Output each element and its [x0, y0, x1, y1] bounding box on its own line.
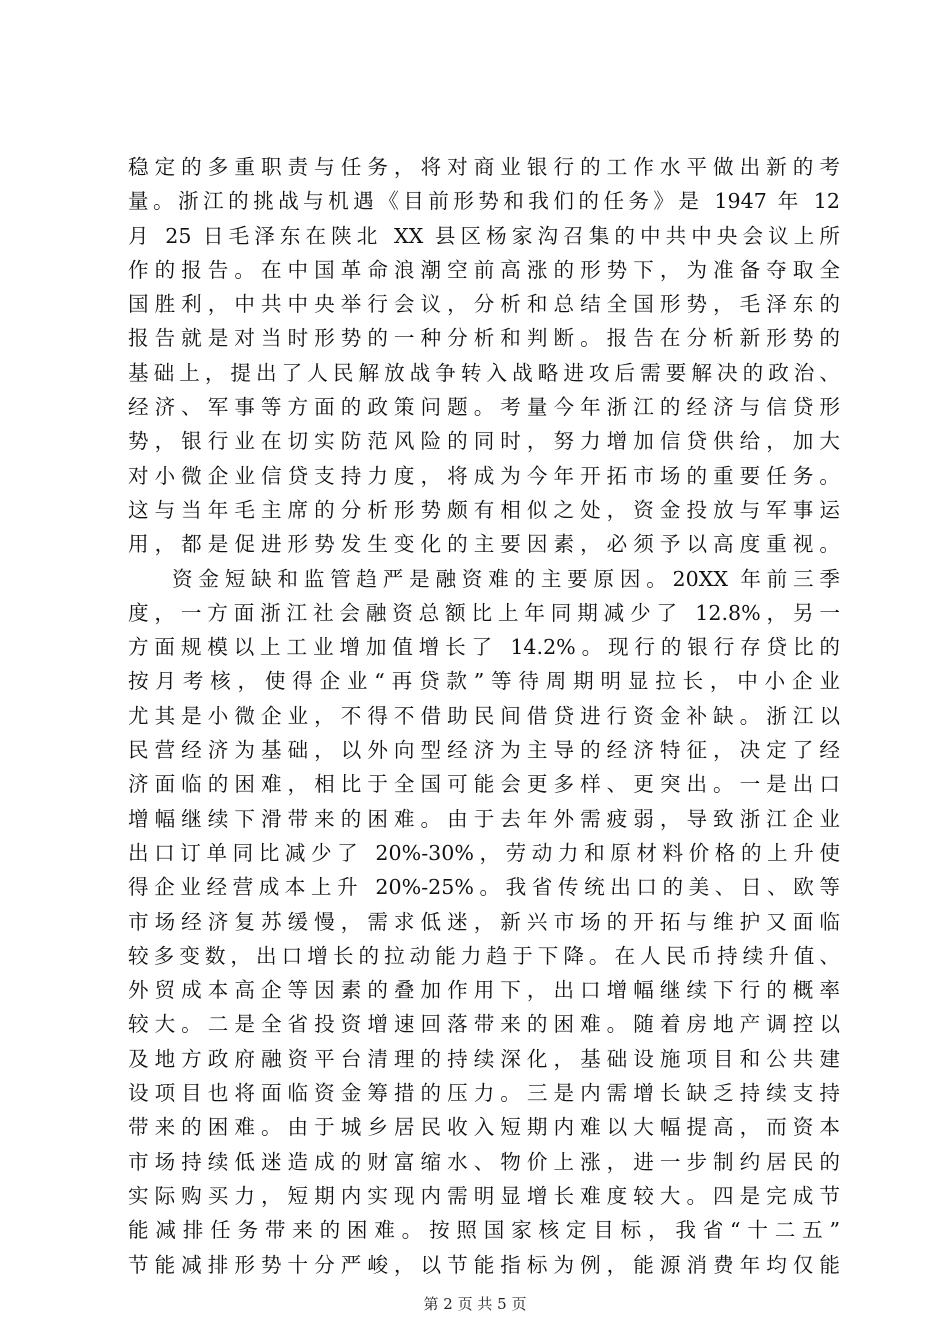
- text-line: 济面临的困难，相比于全国可能会更多样、更突出。一是出口: [128, 772, 840, 797]
- text-line: 出口订单同比减少了 20%-30%，劳动力和原材料价格的上升使: [128, 840, 840, 865]
- text-line: 民营经济为基础，以外向型经济为主导的经济特征，决定了经: [128, 738, 840, 763]
- text-line: 报告就是对当时形势的一种分析和判断。报告在分析新形势的: [128, 326, 840, 351]
- text-line: 按月考核，使得企业“再贷款”等待周期明显拉长，中小企业: [128, 669, 840, 694]
- text-line: 增幅继续下滑带来的困难。由于去年外需疲弱，导致浙江企业: [128, 806, 840, 831]
- text-line: 量。浙江的挑战与机遇《目前形势和我们的任务》是 1947 年 12: [128, 189, 840, 214]
- text-line: 国胜利，中共中央举行会议，分析和总结全国形势，毛泽东的: [128, 292, 840, 317]
- text-line: 资金短缺和监管趋严是融资难的主要原因。20XX 年前三季: [172, 566, 840, 591]
- text-line: 带来的困难。由于城乡居民收入短期内难以大幅提高，而资本: [128, 1115, 840, 1140]
- text-line: 设项目也将面临资金筹措的压力。三是内需增长缺乏持续支持: [128, 1081, 840, 1106]
- text-line: 经济、军事等方面的政策问题。考量今年浙江的经济与信贷形: [128, 395, 840, 420]
- text-line: 及地方政府融资平台清理的持续深化，基础设施项目和公共建: [128, 1046, 840, 1071]
- paragraph-1: [128, 150, 840, 562]
- text-line: 较大。二是全省投资增速回落带来的困难。随着房地产调控以: [128, 1012, 840, 1037]
- text-line: 节能减排形势十分严峻，以节能指标为例，能源消费年均仅能: [128, 1252, 840, 1277]
- text-line: 市场持续低迷造成的财富缩水、物价上涨，进一步制约居民的: [128, 1149, 840, 1174]
- text-line: 得企业经营成本上升 20%-25%。我省传统出口的美、日、欧等: [128, 875, 840, 900]
- text-line: 尤其是小微企业，不得不借助民间借贷进行资金补缺。浙江以: [128, 703, 840, 728]
- text-line: 能减排任务带来的困难。按照国家核定目标，我省“十二五”: [128, 1218, 840, 1243]
- text-line: 稳定的多重职责与任务，将对商业银行的工作水平做出新的考: [128, 155, 840, 179]
- text-line: 较多变数，出口增长的拉动能力趋于下降。在人民币持续升值、: [128, 943, 840, 968]
- text-line: 作的报告。在中国革命浪潮空前高涨的形势下，为准备夺取全: [128, 257, 840, 282]
- text-line: 月 25 日毛泽东在陕北 XX 县区杨家沟召集的中共中央会议上所: [128, 223, 840, 248]
- paragraph-2: [128, 562, 840, 1282]
- text-line: 基础上，提出了人民解放战争转入战略进攻后需要解决的政治、: [128, 360, 840, 385]
- text-line: 实际购买力，短期内实现内需明显增长难度较大。四是完成节: [128, 1183, 840, 1208]
- text-line: 势，银行业在切实防范风险的同时，努力增加信贷供给，加大: [128, 429, 840, 454]
- document-body: [128, 150, 840, 1282]
- text-line: 对小微企业信贷支持力度，将成为今年开拓市场的重要任务。: [128, 463, 840, 488]
- text-line: 度，一方面浙江社会融资总额比上年同期减少了 12.8%，另一: [128, 600, 840, 625]
- text-line: 这与当年毛主席的分析形势颇有相似之处，资金投放与军事运: [128, 497, 840, 522]
- text-line: 方面规模以上工业增加值增长了 14.2%。现行的银行存贷比的: [128, 635, 840, 660]
- page-number-footer: 第 2 页 共 5 页: [423, 1295, 527, 1313]
- text-line: 外贸成本高企等因素的叠加作用下，出口增幅继续下行的概率: [128, 978, 840, 1003]
- text-line: 用，都是促进形势发生变化的主要因素，必须予以高度重视。: [128, 532, 840, 557]
- text-line: 市场经济复苏缓慢，需求低迷，新兴市场的开拓与维护又面临: [128, 909, 840, 934]
